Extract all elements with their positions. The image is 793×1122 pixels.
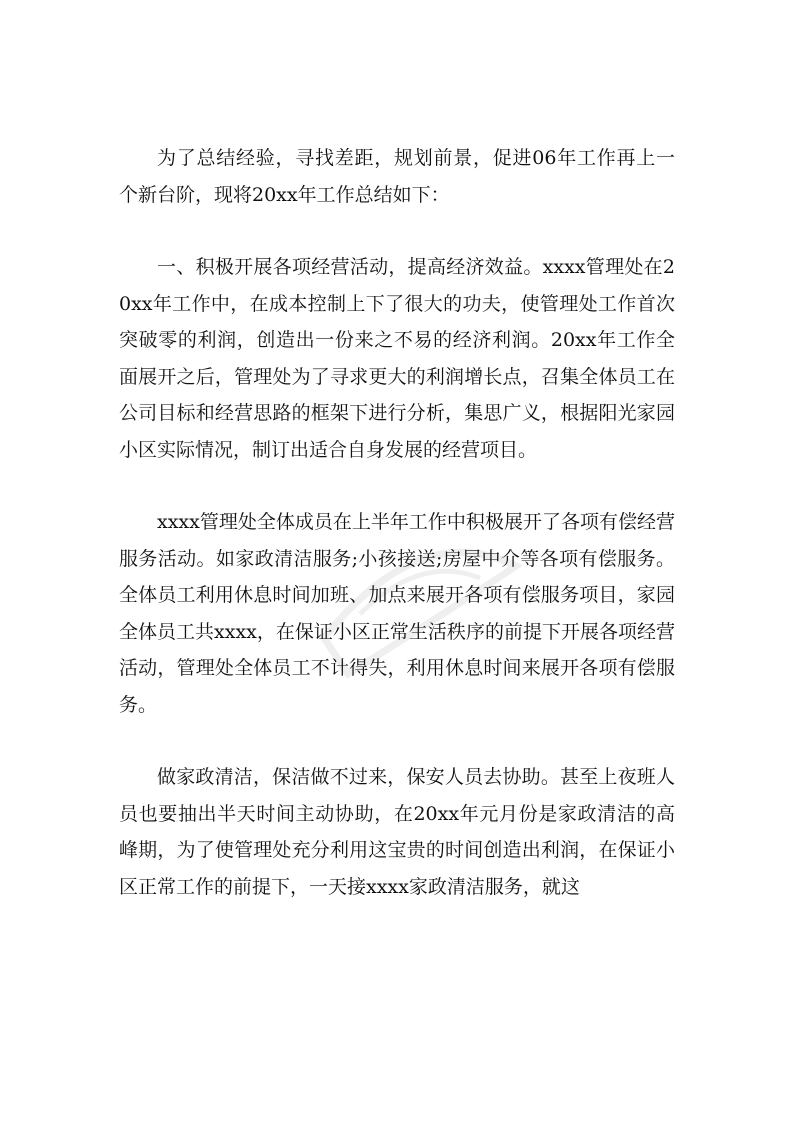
document-body: [119, 140, 675, 941]
paragraph-intro: 为了总结经验，寻找差距，规划前景，促进06年工作再上一个新台阶，现将20xx年工作总结如下：: [119, 147, 675, 206]
paragraph-services: xxxx管理处全体成员在上半年工作中积极展开了各项有偿经营服务活动。如家政清洁服务;小孩接送;房屋中介等各项有偿服务。全体员工利用休息时间加班、加点来展开各项有偿服务项目，家园全体员工共xxxx，在保证小区正常生活秩序的前提下开展各项经营活动，管理处全体员工不计得失，利用休息时间来展开各项有偿服务。: [119, 511, 675, 716]
paragraph-section-1: 一、积极开展各项经营活动，提高经济效益。xxxx管理处在20xx年工作中，在成本控制上下了很大的功夫，使管理处工作首次突破零的利润，创造出一份来之不易的经济利润。20xx年工作全面展开之后，管理处为了寻求更大的利润增长点，召集全体员工在公司目标和经营思路的框架下进行分析，集思广义，根据阳光家园小区实际情况，制订出适合自身发展的经营项目。: [119, 256, 675, 461]
paragraph-cleaning: 做家政清洁，保洁做不过来，保安人员去协助。甚至上夜班人员也要抽出半天时间主动协助，在20xx年元月份是家政清洁的高峰期，为了使管理处充分利用这宝贵的时间创造出利润，在保证小区正常工作的前提下，一天接xxxx家政清洁服务，就这: [119, 766, 675, 898]
